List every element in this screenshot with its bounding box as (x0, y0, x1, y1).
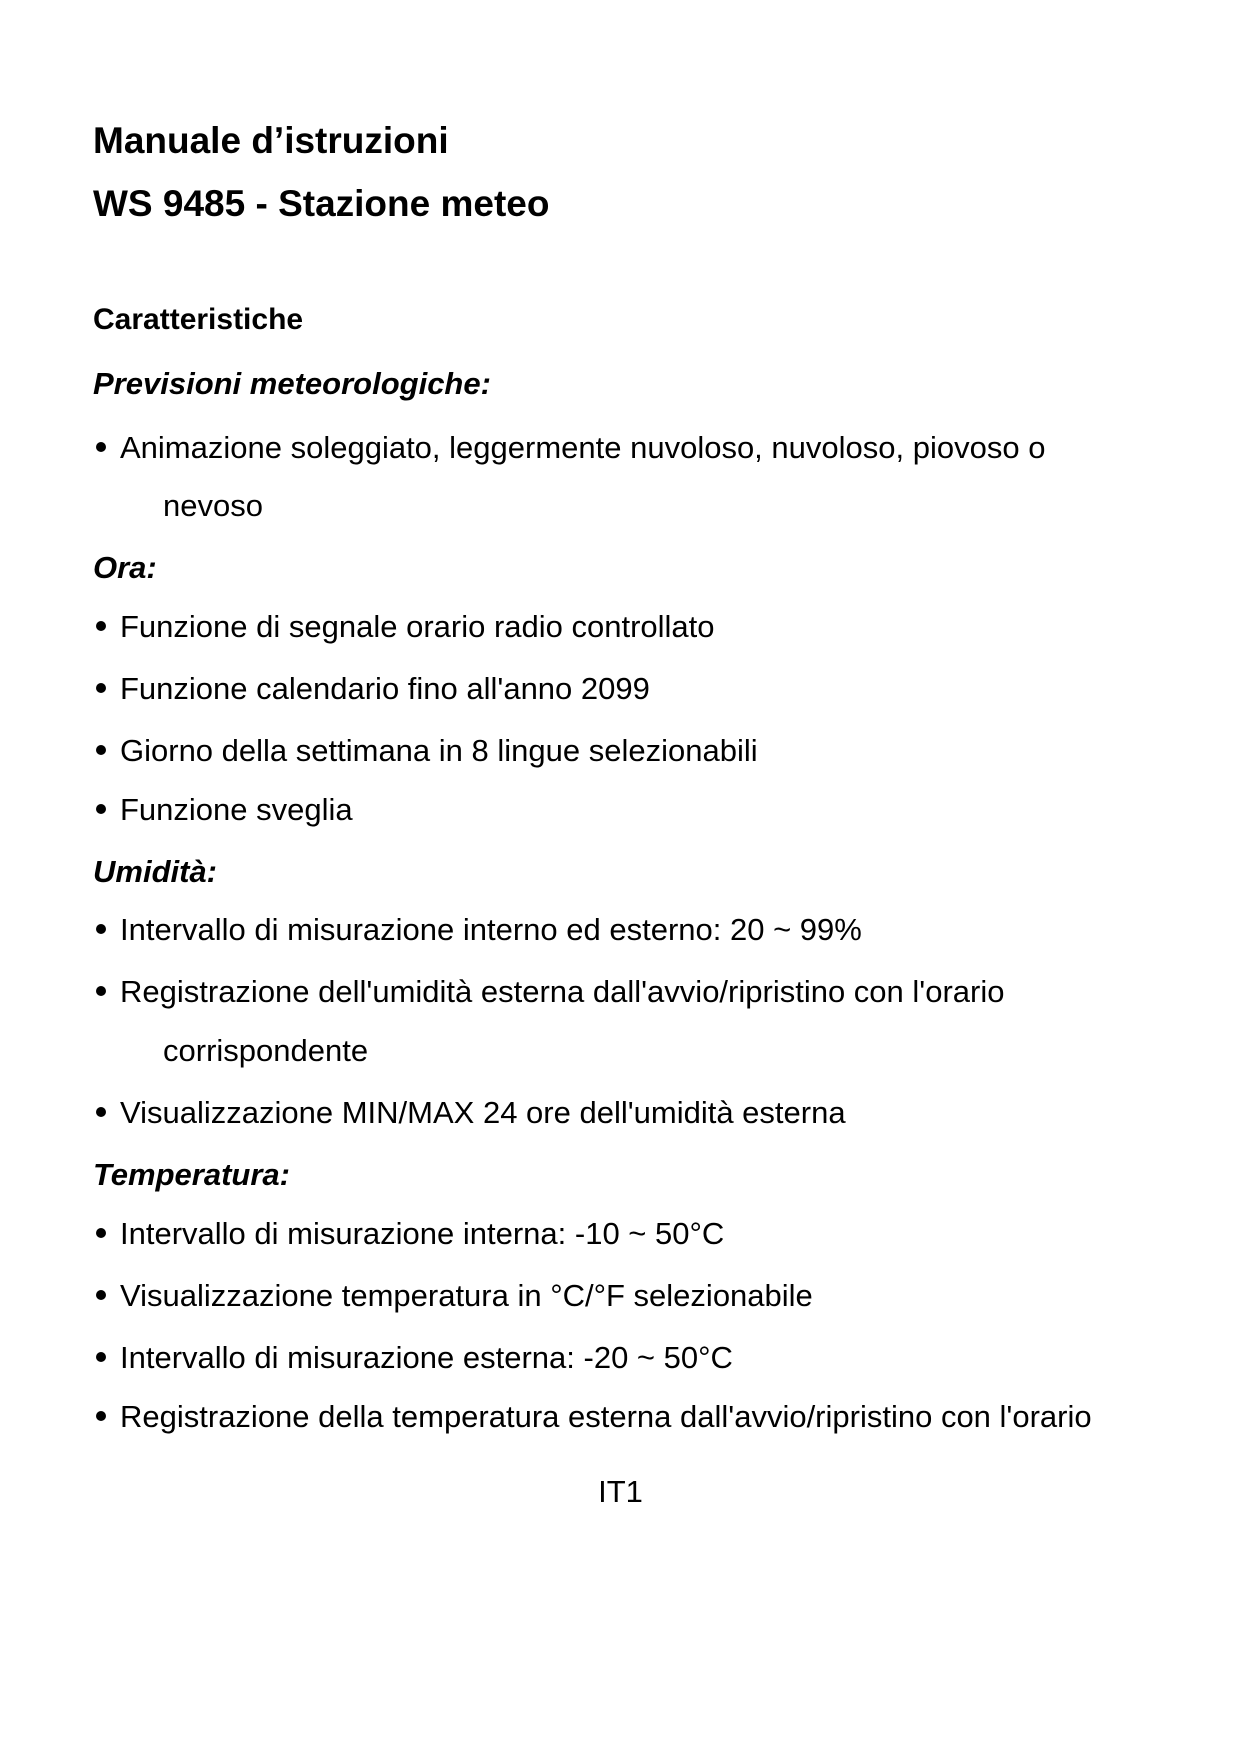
list-item (93, 1278, 813, 1314)
list-item-continuation: nevoso (163, 488, 263, 523)
list-item-text: Giorno della settimana in 8 lingue selezionabili (120, 733, 758, 768)
list-item (93, 792, 353, 828)
list-item (93, 1095, 846, 1131)
list-item-text: Visualizzazione MIN/MAX 24 ore dell'umidità esterna (120, 1095, 846, 1130)
list-item-text: Registrazione della temperatura esterna dall'avvio/ripristino con l'orario (120, 1399, 1092, 1434)
list-item-text: Intervallo di misurazione interno ed esterno: 20 ~ 99% (120, 912, 862, 947)
list-item-text: Intervallo di misurazione esterna: -20 ~ 50°C (120, 1340, 733, 1375)
bullet-icon (96, 1107, 106, 1117)
list-item-text: Animazione soleggiato, leggermente nuvoloso, nuvoloso, piovoso o (120, 430, 1046, 465)
list-item (93, 733, 758, 769)
subheading-forecast: Previsioni meteorologiche: (93, 366, 491, 401)
list-item-text: Funzione calendario fino all'anno 2099 (120, 671, 650, 706)
list-item-text: Funzione sveglia (120, 792, 353, 827)
product-title: WS 9485 - Stazione meteo (93, 183, 550, 224)
list-item (93, 974, 1004, 1010)
subheading-time: Ora: (93, 550, 157, 585)
list-item (93, 671, 650, 707)
list-item-text: Visualizzazione temperatura in °C/°F selezionabile (120, 1278, 813, 1313)
document-title: Manuale d’istruzioni (93, 120, 449, 161)
bullet-icon (96, 442, 106, 452)
subheading-humidity: Umidità: (93, 854, 217, 889)
bullet-icon (96, 1290, 106, 1300)
bullet-icon (96, 804, 106, 814)
list-item (93, 609, 715, 645)
bullet-icon (96, 745, 106, 755)
bullet-icon (96, 1352, 106, 1362)
bullet-icon (96, 621, 106, 631)
list-item-text: Registrazione dell'umidità esterna dall'avvio/ripristino con l'orario (120, 974, 1005, 1009)
section-heading-features: Caratteristiche (93, 303, 304, 336)
list-item (93, 1340, 733, 1376)
subheading-temperature: Temperatura: (93, 1157, 290, 1192)
list-item-continuation: corrispondente (163, 1033, 369, 1068)
list-item (93, 912, 862, 948)
list-item-text: Intervallo di misurazione interna: -10 ~ 50°C (120, 1216, 725, 1251)
bullet-icon (96, 924, 106, 934)
bullet-icon (96, 1411, 106, 1421)
bullet-icon (96, 986, 106, 996)
bullet-icon (96, 1228, 106, 1238)
bullet-icon (96, 683, 106, 693)
page-number: IT1 (598, 1474, 643, 1509)
list-item (93, 1216, 724, 1252)
list-item-text: Funzione di segnale orario radio controllato (120, 609, 715, 644)
list-item (93, 430, 1045, 466)
list-item (93, 1399, 1092, 1435)
